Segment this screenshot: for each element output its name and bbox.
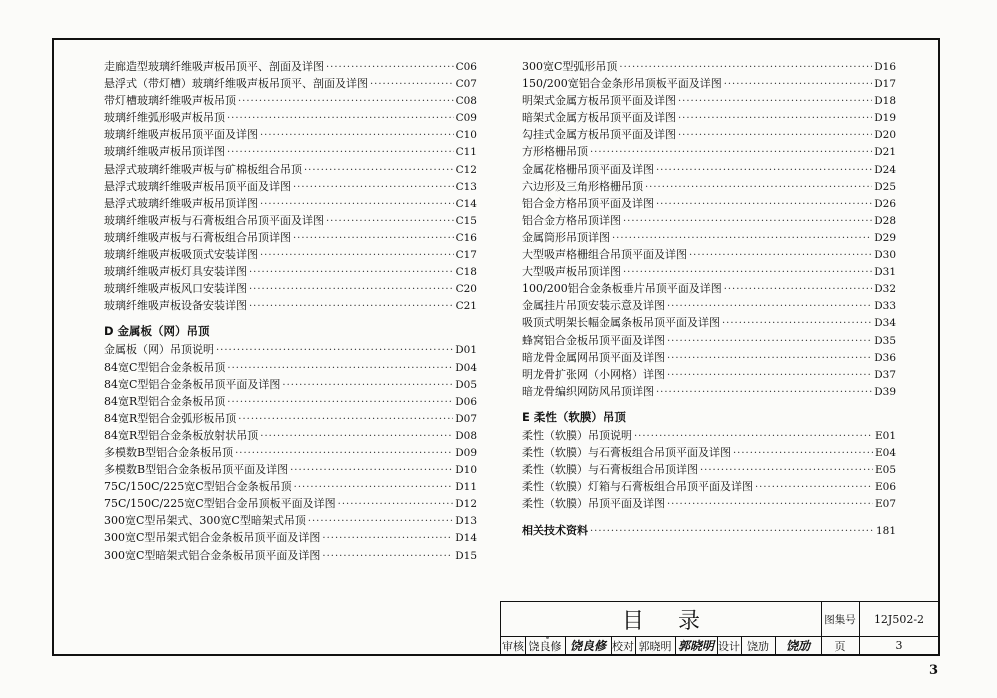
toc-entry-code: C16: [455, 231, 477, 244]
toc-entry[interactable]: [522, 195, 896, 212]
toc-entry-title: 柔性（软膜）与石膏板组合吊顶平面及详图: [522, 445, 731, 459]
toc-entry-code: D37: [874, 368, 896, 381]
toc-entry[interactable]: [522, 427, 896, 444]
checker-signature: 郭晓明: [677, 639, 714, 653]
toc-entry-title: 玻璃纤维弧形吸声板吊顶: [104, 111, 225, 125]
toc-entry[interactable]: [104, 178, 477, 195]
toc-right-column: [522, 58, 896, 539]
toc-entry-title: 玻璃纤维吸声板吸顶式安装详图: [104, 248, 258, 262]
leader-dots: [216, 342, 453, 358]
toc-entry-code: E06: [874, 481, 896, 494]
toc-entry-title: 勾挂式金属方板吊顶平面及详图: [522, 128, 676, 142]
leader-dots: [290, 462, 453, 478]
toc-entry[interactable]: [104, 478, 477, 495]
toc-entry-code: D28: [874, 214, 896, 227]
leader-dots: [238, 411, 453, 427]
toc-entry-title: 100/200铝合金条板垂片吊顶平面及详图: [522, 282, 722, 296]
toc-entry-code: D17: [874, 78, 896, 91]
toc-entry[interactable]: [522, 246, 896, 263]
toc-entry-code: D15: [455, 549, 477, 562]
toc-entry-code: D16: [874, 61, 896, 73]
section-gap: [104, 314, 477, 322]
title-block-bottom-row: [501, 636, 940, 655]
toc-left-column: [104, 58, 477, 564]
leader-dots: [656, 384, 872, 400]
toc-entry-code: D12: [455, 498, 477, 511]
toc-entry[interactable]: [522, 332, 896, 349]
leader-dots: [304, 162, 454, 178]
leader-dots: [227, 394, 453, 410]
leader-dots: [667, 367, 872, 383]
toc-entry[interactable]: [522, 92, 896, 109]
leader-dots: [619, 59, 872, 75]
leader-dots: [249, 281, 454, 297]
toc-entry[interactable]: [104, 58, 477, 75]
toc-entry-code: E04: [874, 446, 896, 459]
toc-entry[interactable]: [522, 212, 896, 229]
toc-entry-code: D13: [455, 515, 477, 528]
leader-dots: [656, 162, 872, 178]
toc-entry-code: C20: [455, 283, 477, 296]
leader-dots: [260, 196, 454, 212]
toc-entry-title: 84宽R型铝合金条板吊顶: [104, 394, 226, 408]
leader-dots: [623, 213, 872, 229]
leader-dots: [612, 230, 872, 246]
toc-entry-title: 暗龙骨金属网吊顶平面及详图: [522, 350, 665, 364]
leader-dots: [338, 496, 454, 512]
toc-entry-title: 玻璃纤维吸声板与石膏板组合吊顶平面及详图: [104, 213, 324, 227]
toc-entry[interactable]: [104, 280, 477, 297]
toc-entry[interactable]: [104, 297, 477, 314]
section-gap: [522, 400, 896, 408]
toc-entry[interactable]: [522, 58, 896, 75]
atlas-label: 图集号: [824, 613, 856, 626]
leader-dots: [370, 76, 454, 92]
title-block-top-row: [501, 602, 940, 637]
toc-entry-title: 玻璃纤维吸声板灯具安装详图: [104, 265, 247, 279]
toc-entry[interactable]: [104, 246, 477, 263]
toc-entry[interactable]: [522, 178, 896, 195]
toc-entry[interactable]: [522, 495, 896, 512]
toc-entry-title: 玻璃纤维吸声板吊顶平面及详图: [104, 128, 258, 142]
leader-dots: [293, 179, 454, 195]
toc-entry-title: 悬浮式玻璃纤维吸声板吊顶平面及详图: [104, 179, 291, 193]
leader-dots: [700, 462, 873, 478]
toc-entry[interactable]: [104, 212, 477, 229]
toc-entry[interactable]: [104, 359, 477, 376]
toc-entry[interactable]: [522, 109, 896, 126]
toc-entry-code: D20: [874, 129, 896, 142]
toc-entry[interactable]: [104, 495, 477, 512]
design-label: 设计: [718, 639, 740, 653]
section-e-heading: E 柔性（软膜）吊顶: [522, 409, 626, 424]
toc-entry-code: C17: [455, 249, 477, 262]
toc-entry-title: 84宽C型铝合金条板吊顶平面及详图: [104, 377, 281, 391]
toc-entry-title: 铝合金方格吊顶平面及详图: [522, 196, 654, 210]
check-label: 校对: [612, 639, 634, 653]
toc-entry-title: 300宽C型弧形吊顶: [522, 60, 618, 73]
toc-section-d-list-continued: [522, 58, 896, 400]
leader-dots: [294, 479, 454, 495]
toc-entry-code: D09: [455, 446, 477, 459]
leader-dots: [326, 213, 454, 229]
toc-entry[interactable]: [104, 263, 477, 280]
toc-entry-code: D06: [455, 395, 477, 408]
reviewer-name: 饶良修: [528, 639, 562, 653]
toc-entry-title: 金属挂片吊顶安装示意及详图: [522, 299, 665, 313]
toc-entry-code: C06: [455, 61, 477, 73]
toc-entry-code: D01: [455, 344, 477, 357]
designer-signature: 饶劢: [785, 639, 810, 653]
leader-dots: [326, 59, 454, 75]
toc-entry-title: 玻璃纤维吸声板设备安装详图: [104, 299, 247, 313]
leader-dots: [227, 144, 454, 160]
leader-dots: [235, 445, 453, 461]
toc-entry-title: 84宽C型铝合金条板吊顶: [104, 360, 226, 374]
toc-section-c-list: [104, 58, 477, 314]
leader-dots: [238, 93, 454, 109]
toc-entry-title: 柔性（软膜）与石膏板组合吊顶详图: [522, 463, 698, 477]
toc-entry-code: C09: [455, 112, 477, 125]
toc-entry[interactable]: [522, 478, 896, 495]
toc-entry-code: C15: [455, 214, 477, 227]
toc-entry-title: 悬浮式（带灯槽）玻璃纤维吸声板吊顶平、剖面及详图: [104, 77, 368, 91]
leader-dots: [260, 428, 453, 444]
leader-dots: [293, 230, 454, 246]
toc-entry-code: D05: [455, 378, 477, 391]
page-title: 目录: [621, 608, 734, 634]
page-label: 页: [834, 639, 846, 653]
toc-entry-title: 柔性（软膜）吊顶平面及详图: [522, 497, 665, 511]
toc-entry[interactable]: [522, 383, 896, 400]
review-label: 审核: [502, 639, 524, 653]
page-number: 3: [928, 663, 938, 678]
leader-dots: [260, 127, 454, 143]
toc-entry-title: 大型吸声格栅组合吊顶平面及详图: [522, 248, 687, 262]
toc-entry-code: D26: [874, 197, 896, 210]
toc-entry[interactable]: [522, 229, 896, 246]
toc-entry[interactable]: [104, 547, 477, 564]
toc-entry-code: E01: [874, 429, 896, 442]
leader-dots: [724, 281, 873, 297]
toc-entry-code: D07: [455, 412, 477, 425]
toc-entry-code: E05: [874, 464, 896, 477]
toc-entry[interactable]: [104, 393, 477, 410]
toc-entry[interactable]: [104, 195, 477, 212]
toc-entry-code: 181: [875, 525, 896, 538]
leader-dots: [667, 333, 872, 349]
toc-entry[interactable]: [104, 143, 477, 160]
toc-entry[interactable]: [522, 75, 896, 92]
toc-entry-title: 多模数B型铝合金条板吊顶平面及详图: [104, 463, 289, 477]
toc-entry-title: 方形格栅吊顶: [522, 145, 588, 159]
leader-dots: [656, 196, 872, 212]
toc-entry-code: D11: [455, 481, 477, 494]
leader-dots: [260, 247, 454, 263]
leader-dots: [322, 530, 453, 546]
leader-dots: [667, 350, 872, 366]
toc-entry[interactable]: [104, 229, 477, 246]
toc-entry-title: 大型吸声板吊顶详图: [522, 265, 621, 279]
toc-entry[interactable]: [522, 349, 896, 366]
leader-dots: [678, 127, 872, 143]
toc-entry-title: 走廊造型玻璃纤维吸声板吊顶平、剖面及详图: [104, 60, 324, 73]
toc-entry[interactable]: [522, 280, 896, 297]
toc-entry-code: D25: [874, 180, 896, 193]
toc-entry-title: 金属筒形吊顶详图: [522, 230, 610, 244]
toc-entry-code: D35: [874, 334, 896, 347]
toc-entry-title: 暗龙骨编织网防风吊顶详图: [522, 384, 654, 398]
toc-entry-title: 玻璃纤维吸声板吊顶详图: [104, 145, 225, 159]
title-cell: [501, 602, 821, 636]
toc-entry-title: 暗架式金属方板吊顶平面及详图: [522, 111, 676, 125]
toc-section-e-list: [522, 427, 896, 512]
toc-entry-code: D30: [874, 249, 896, 262]
toc-entry-code: D31: [874, 266, 896, 279]
leader-dots: [689, 247, 872, 263]
toc-entry-code: C21: [455, 300, 477, 313]
toc-entry[interactable]: [104, 512, 477, 529]
toc-entry[interactable]: [104, 92, 477, 109]
toc-entry[interactable]: [104, 161, 477, 178]
toc-entry[interactable]: [522, 366, 896, 383]
leader-dots: [667, 298, 872, 314]
title-block: [500, 601, 940, 656]
toc-entry-title: 铝合金方格吊顶详图: [522, 213, 621, 227]
leader-dots: [322, 548, 453, 564]
leader-dots: [590, 144, 872, 160]
toc-entry[interactable]: [522, 297, 896, 314]
toc-entry-code: D18: [874, 95, 896, 108]
leader-dots: [634, 428, 873, 444]
toc-entry[interactable]: [104, 427, 477, 444]
toc-entry-title: 75C/150C/225宽C型铝合金吊顶板平面及详图: [104, 497, 336, 511]
toc-entry-title: 悬浮式玻璃纤维吸声板吊顶详图: [104, 196, 258, 210]
leader-dots: [282, 377, 453, 393]
toc-entry-title: 84宽R型铝合金条板放射状吊顶: [104, 428, 259, 442]
toc-entry-title: 柔性（软膜）吊顶说明: [522, 428, 632, 442]
leader-dots: [678, 110, 872, 126]
toc-entry-title: 300宽C型暗架式铝合金条板吊顶平面及详图: [104, 548, 321, 562]
toc-entry-code: C13: [455, 180, 477, 193]
toc-entry-title: 玻璃纤维吸声板风口安装详图: [104, 282, 247, 296]
toc-entry-title: 带灯槽玻璃纤维吸声板吊顶: [104, 94, 236, 108]
toc-entry[interactable]: [104, 529, 477, 546]
toc-entry-title: 金属花格栅吊顶平面及详图: [522, 162, 654, 176]
section-d-heading: D 金属板（网）吊顶: [104, 324, 210, 339]
toc-entry-code: D34: [874, 317, 896, 330]
leader-dots: [308, 513, 453, 529]
toc-entry-code: D08: [455, 429, 477, 442]
toc-entry-code: D19: [874, 112, 896, 125]
toc-entry-title: 明架式金属方板吊顶平面及详图: [522, 94, 676, 108]
section-gap: [522, 512, 896, 522]
toc-entry-title: 吸顶式明架长幅金属条板吊顶平面及详图: [522, 316, 720, 330]
toc-entry[interactable]: [104, 410, 477, 427]
toc-entry-title: 多模数B型铝合金条板吊顶: [104, 445, 234, 459]
checker-name: 郭晓明: [638, 639, 672, 653]
leader-dots: [249, 264, 454, 280]
toc-entry-code: C10: [455, 129, 477, 142]
toc-entry-code: C07: [455, 78, 477, 91]
toc-entry-title: 75C/150C/225宽C型铝合金条板吊顶: [104, 480, 292, 494]
toc-entry-title: 84宽R型铝合金弧形板吊顶: [104, 411, 237, 425]
toc-entry-title: 明龙骨扩张网（小网格）详图: [522, 367, 665, 381]
leader-dots: [623, 264, 872, 280]
atlas-number: 12J502-2: [873, 612, 925, 626]
toc-entry[interactable]: [104, 444, 477, 461]
toc-entry-title: 300宽C型吊架式铝合金条板吊顶平面及详图: [104, 531, 321, 545]
toc-entry[interactable]: [522, 263, 896, 280]
leader-dots: [733, 445, 873, 461]
toc-entry-title: 相关技术资料: [522, 524, 588, 538]
toc-entry-title: 300宽C型吊架式、300宽C型暗架式吊顶: [104, 514, 306, 528]
toc-entry-code: D36: [874, 351, 896, 364]
leader-dots: [755, 479, 873, 495]
designer-name: 饶劢: [747, 639, 769, 653]
leader-dots: [249, 298, 454, 314]
leader-dots: [227, 360, 453, 376]
page-value: 3: [895, 639, 903, 652]
toc-entry-code: D10: [455, 464, 477, 477]
toc-entry[interactable]: [522, 143, 896, 160]
toc-entry-code: C08: [455, 95, 477, 108]
toc-entry[interactable]: [522, 161, 896, 178]
toc-entry-code: C14: [455, 197, 477, 210]
toc-entry-title: 金属板（网）吊顶说明: [104, 343, 214, 357]
toc-entry-title: 悬浮式玻璃纤维吸声板与矿棉板组合吊顶: [104, 162, 302, 176]
toc-entry-code: D14: [455, 532, 477, 545]
toc-entry-code: E07: [874, 498, 896, 511]
toc-entry[interactable]: [104, 341, 477, 358]
toc-entry-title: 柔性（软膜）灯箱与石膏板组合吊顶平面及详图: [522, 480, 753, 494]
leader-dots: [590, 523, 874, 539]
toc-entry-code: C11: [455, 146, 477, 159]
leader-dots: [645, 179, 872, 195]
toc-entry-title: 六边形及三角形格栅吊顶: [522, 179, 643, 193]
toc-entry[interactable]: [104, 126, 477, 143]
toc-entry[interactable]: [104, 376, 477, 393]
toc-entry-title: 150/200宽铝合金条形吊顶板平面及详图: [522, 77, 722, 91]
toc-entry[interactable]: [522, 126, 896, 143]
toc-entry-title: 玻璃纤维吸声板与石膏板组合吊顶详图: [104, 230, 291, 244]
toc-entry[interactable]: [104, 461, 477, 478]
leader-dots: [678, 93, 872, 109]
toc-entry-related[interactable]: [522, 522, 896, 539]
leader-dots: [227, 110, 454, 126]
toc-entry[interactable]: [522, 314, 896, 331]
toc-section-d-list: [104, 341, 477, 563]
reviewer-signature: 饶良修: [569, 639, 606, 653]
toc-entry-code: D24: [874, 163, 896, 176]
toc-entry-code: D04: [455, 361, 477, 374]
toc-entry-code: D32: [874, 283, 896, 296]
toc-entry[interactable]: [104, 109, 477, 126]
toc-entry-code: D29: [874, 231, 896, 244]
leader-dots: [724, 76, 873, 92]
toc-entry-code: D21: [874, 146, 896, 159]
toc-entry-code: D39: [874, 385, 896, 398]
toc-entry-code: C12: [455, 163, 477, 176]
toc-entry[interactable]: [104, 75, 477, 92]
toc-entry[interactable]: [522, 461, 896, 478]
leader-dots: [722, 315, 872, 331]
leader-dots: [667, 496, 873, 512]
toc-entry[interactable]: [522, 444, 896, 461]
toc-entry-code: D33: [874, 300, 896, 313]
toc-entry-title: 蜂窝铝合金板吊顶平面及详图: [522, 333, 665, 347]
toc-entry-code: C18: [455, 266, 477, 279]
